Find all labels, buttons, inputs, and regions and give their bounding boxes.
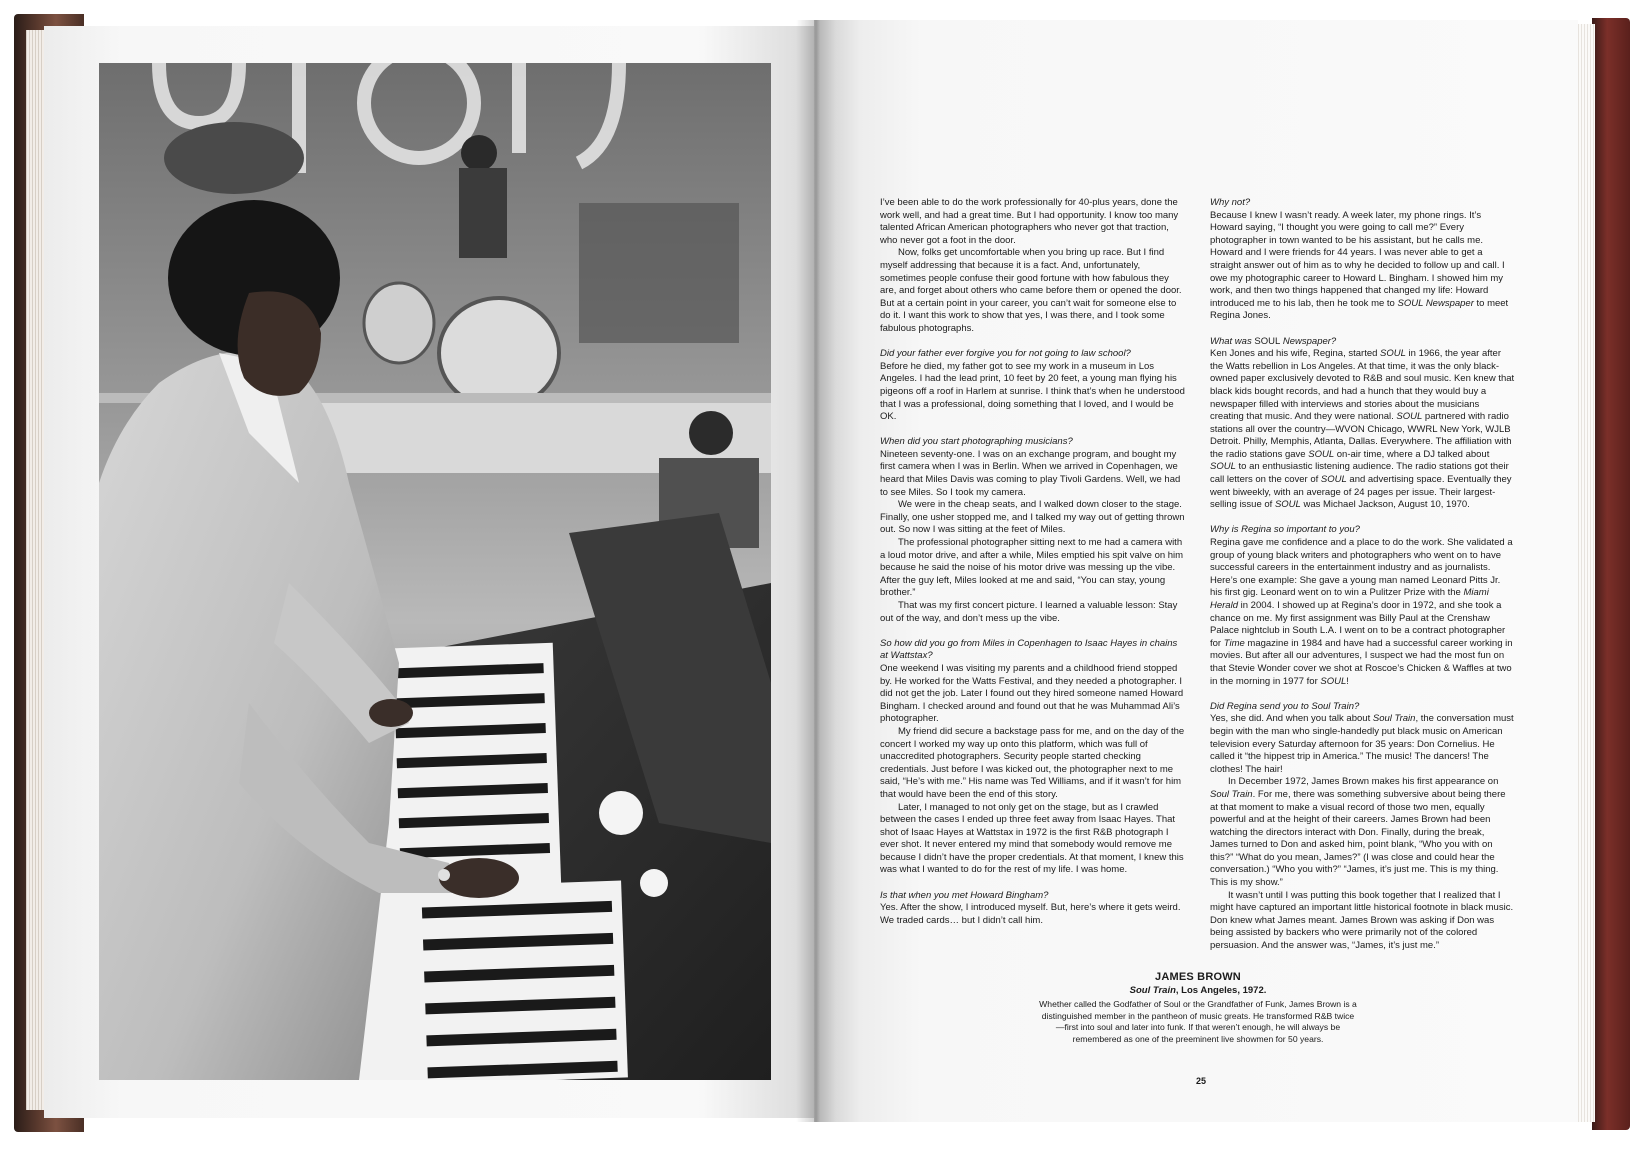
text-run: It wasn’t until I was putting this book together that I realized that I might have captured an important little historical footnote in black music. Don knew what James meant. James Brown was asking if Don was being assisted by backers who were primarily not of the colored persuasion. And the answer was, “James, it’s just me.” (1210, 889, 1514, 952)
text-run: and advertising space. Eventually they went biweekly, with an average of 24 pages per issue. Their largest-selling issue of (1210, 474, 1512, 511)
italic-title: SOUL (1308, 448, 1335, 460)
book-cover-right (1592, 18, 1630, 1130)
interview-question (1210, 524, 1515, 537)
text-run: , the conversation must begin with the man who single-handedly put black music on American television every Saturday afternoon for 35 years: Don Cornelius. He called it “the hippest trip in America.” The music! The dancers! The clothes! The hair! (1210, 713, 1514, 775)
interview-paragraph (1210, 537, 1515, 688)
interview-paragraph: The professional photographer sitting next to me had a camera with a loud motor drive, and after a while, Miles emptied his spit valve on him because he said the noise of his motor drive was messing up the vibe. After the guy left, Miles looked at me and said, “You can stay, young brother.” (880, 537, 1184, 599)
text-run: Yes, she did. And when you talk about (1210, 713, 1373, 725)
text-run: What was (1210, 335, 1255, 347)
text-run: on-air time, where a DJ talked about (1334, 448, 1490, 460)
caption-location: , Los Angeles, 1972. (1175, 985, 1267, 996)
interview-paragraph: Nineteen seventy-one. I was on an exchange program, and bought my first camera when I was in Berlin. When we arrived in Copenhagen, we heard that Miles Davis was coming to play Tivoli Gardens. Well, we had to see Miles. So I took my camera. (880, 448, 1181, 498)
italic-title: SOUL (1320, 675, 1347, 687)
text-run: ! (1346, 675, 1349, 687)
text-run: Ken Jones and his wife, Regina, started (1210, 348, 1381, 360)
text-run: . For me, there was something subversive about being there at that moment to make a visual record of those two men, equally powerful and at the height of their careers. James Brown had been watching the directors interact with Don. Finally, during the break, James turned to Don and asked him, point blank, “Who you with on this?” “What do you mean, James?” (I was close and could hear the conversation.) “Who you with?” “James, it’s just me. This is my thing. This is my show.” (1210, 788, 1506, 889)
italic-title: Time (1223, 637, 1245, 649)
interview-paragraph: That was my first concert picture. I learned a valuable lesson: Stay out of the way, and don’t mess up the vibe. (880, 600, 1178, 624)
caption-subtitle (1038, 985, 1358, 996)
text-run: was Michael Jackson, August 10, 1970. (1300, 499, 1470, 511)
text-run: to an enthusiastic listening audience. The radio stations got their call letters on the cover of (1210, 461, 1509, 486)
interview-paragraph (1210, 776, 1515, 889)
interview-question: So how did you go from Miles in Copenhagen to Isaac Hayes in chains at Wattstax? (880, 637, 1178, 662)
page-number: 25 (1195, 1076, 1206, 1086)
italic-title: Soul Train (1210, 788, 1253, 800)
page-edges-left (26, 30, 46, 1110)
text-run: partnered with radio stations all over the country—WVON Chicago, WWRL New York, WJLB Detroit. Philly, Memphis, Atlanta, Dallas. Everywhere. The affiliation with the radio stations gave (1210, 411, 1512, 460)
interview-question (1210, 336, 1515, 349)
italic-title: SOUL (1274, 499, 1301, 511)
interview-paragraph (1210, 713, 1515, 776)
interview-question: Why not? (1210, 197, 1251, 208)
interview-paragraph (1210, 348, 1515, 512)
text-run: Regina gave me confidence and a place to do the work. She validated a group of young black writers and photographers who went on to have successful careers in the entertainment industry and as journalists. Here’s one example: She gave a young man named Leonard Pitts Jr. his first gig. Leonard went on to win a Pulitzer Prize with the (1210, 537, 1513, 599)
text-column-1 (880, 197, 1185, 927)
text-column-2 (1210, 197, 1515, 953)
interview-question (1210, 701, 1515, 714)
text-run: Because I knew I wasn’t ready. A week later, my phone rings. It’s Howard saying, “I thought you were going to call me?” Every photographer in town wanted to be his assistant, but he calls me. Howard and I were friends for 44 years. I was never able to get a straight answer out of him as to why he decided to follow up and call. I owe my photographic career to Howard L. Bingham. I showed him my work, and then two things happened that changed my life: Howard introduced me to his lab, then he took me to (1210, 209, 1505, 309)
interview-question: When did you start photographing musicians? (880, 436, 1073, 448)
interview-paragraph: Yes. After the show, I introduced myself. But, here’s where it gets weird. We traded cards… but I didn’t call him. (880, 902, 1181, 926)
italic-title: SOUL (1320, 474, 1347, 486)
italic-title: Soul Train (1372, 713, 1416, 725)
text-run: In December 1972, James Brown makes his first appearance on (1228, 776, 1499, 788)
page-edges-right (1575, 24, 1595, 1122)
text-run: Newspaper? (1280, 335, 1337, 347)
interview-paragraph: Later, I managed to not only get on the stage, but as I crawled between the cases I ended up three feet away from Isaac Hayes. That shot of Isaac Hayes at Wattstax in 1972 is the first R&B photograph I ever shot. It never entered my mind that somebody would remove me because I didn’t have the proper credentials. At that moment, I knew this was what I wanted to do for the rest of my life. I was home. (880, 801, 1184, 876)
text-run: to meet Regina Jones. (1210, 297, 1509, 322)
italic-title: SOUL (1396, 411, 1423, 423)
caption-show: Soul Train (1129, 985, 1176, 996)
interview-paragraph (1210, 210, 1515, 323)
james-brown-photograph (99, 63, 771, 1080)
text-run: Why is Regina so important to you? (1210, 524, 1360, 536)
italic-title: SOUL (1380, 348, 1406, 360)
interview-paragraph: One weekend I was visiting my parents and a childhood friend stopped by. He worked for the Watts Festival, and they needed a photographer. I did not get the job. Later I found out they hired someone named Howard Bingham. I checked around and found out that he was Muhammad Ali’s photographer. (880, 662, 1184, 725)
interview-paragraph: Now, folks get uncomfortable when you bring up race. But I find myself addressing that because it is a fact. And, unfortunately, sometimes people confuse their good fortune with how fabulous they are, and forget about others who came before them or opened the door. But at a certain point in your career, you can’t wait for someone else to do it. I want this work to show that yes, I was there, and I took some fabulous photographs. (880, 247, 1182, 334)
interview-question: Did your father ever forgive you for not going to law school? (880, 348, 1131, 360)
interview-question: Is that when you met Howard Bingham? (880, 889, 1049, 901)
photo-caption (1038, 971, 1358, 1045)
text-run: in 1966, the year after the Watts rebellion in Los Angeles. At that time, it was the only black-owned paper exclusively devoted to R&B and soul music. Ken knew that black kids bought records, and had a hunch that they would buy a newspaper filled with interviews and stories about the musicians creating that music. And they were national. (1210, 348, 1515, 423)
interview-paragraph: Before he died, my father got to see my work in a museum in Los Angeles. I had the lead print, 10 feet by 20 feet, a young man flying his pigeons off a roof in Harlem at sunrise. I think that’s when he understood that I was a professional, doing something that I loved, and I would be OK. (880, 360, 1185, 423)
italic-title: SOUL Newspaper (1397, 297, 1474, 309)
interview-paragraph (1210, 890, 1515, 953)
italic-title: SOUL (1254, 335, 1281, 347)
text-run: Did Regina send you to Soul Train? (1210, 700, 1360, 712)
text-run: magazine in 1984 and have had a successful career working in movies. But after all our adventures, I suspect we had the most fun on that Stevie Wonder cover we shot at Roscoe’s Chicken & Waffles at two in the morning in 1977 for (1210, 637, 1513, 687)
caption-text: Whether called the Godfather of Soul or the Grandfather of Funk, James Brown is a distinguished member in the pantheon of music greats. He transformed R&B twice—first into soul and later into funk. If that weren’t enough, he will always be remembered as one of the preeminent live showmen for 50 years. (1039, 999, 1357, 1044)
book-gutter (796, 20, 836, 1122)
interview-paragraph: We were in the cheap seats, and I walked down closer to the stage. Finally, one usher stopped me, and I talked my way out of getting thrown out. So now I was sitting at the feet of Miles. (880, 499, 1185, 536)
interview-paragraph: My friend did secure a backstage pass for me, and on the day of the concert I worked my way up onto this platform, which was full of unaccredited photographers. Security people started checking credentials. Just before I was kicked out, the photographer next to me said, “He’s with me.” His name was Ted Williams, and if it wasn’t for him that would have been the end of this story. (880, 725, 1185, 800)
italic-title: SOUL (1210, 461, 1236, 473)
italic-title: Miami Herald (1210, 587, 1489, 611)
text-run: in 2004. I showed up at Regina’s door in 1972, and she took a chance on me. My first assignment was Billy Paul at the Crenshaw Palace nightclub in South L.A. I went on to be a contract photographer for (1210, 600, 1506, 649)
caption-name: JAMES BROWN (1155, 971, 1241, 983)
interview-paragraph: I’ve been able to do the work professionally for 40-plus years, done the work well, and had a great time. But I had opportunity. I know too many talented African American photographers who never got that traction, who never got a foot in the door. (880, 197, 1179, 246)
